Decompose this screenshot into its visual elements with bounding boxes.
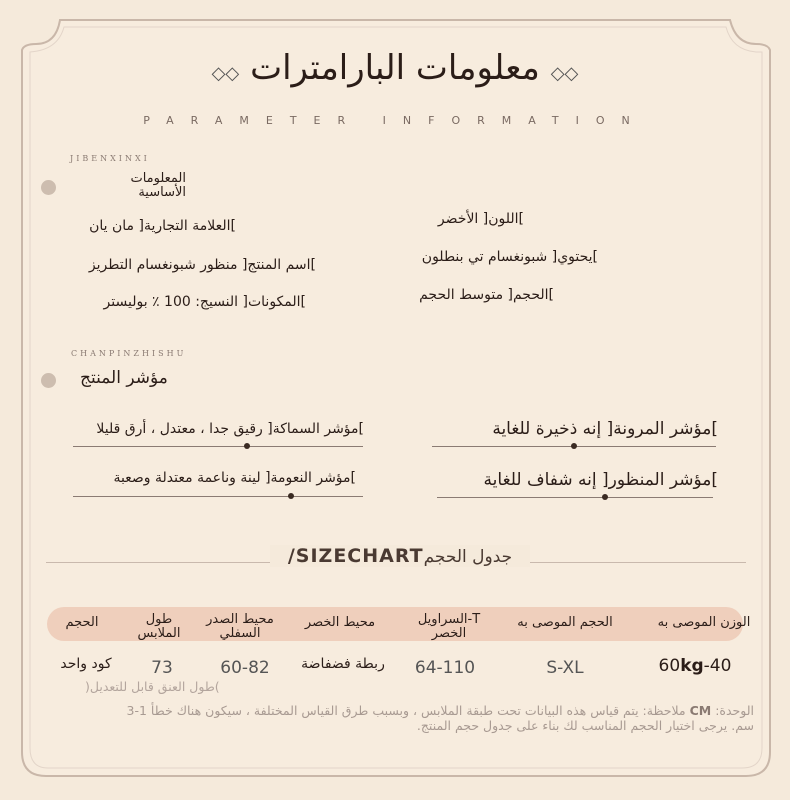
thickness-marker	[244, 443, 250, 449]
note-unit-label: الوحدة:	[715, 703, 754, 718]
cell-waist-trousers: 64-110	[414, 658, 476, 678]
note-line1: ملاحظة: يتم قياس هذه البيانات تحت طبقة الملابس ، وبسبب طرق القياس المختلفة ، سيكون هناك خطأ 1-3	[126, 703, 686, 718]
measurement-note	[36, 703, 754, 733]
product-index-bullet-icon	[41, 373, 56, 388]
elasticity-marker	[571, 443, 577, 449]
col-waist-circ: محيط الخصر	[304, 615, 376, 630]
basic-info-bullet-icon	[41, 180, 56, 195]
softness-marker	[288, 493, 294, 499]
size-chart-heading-ar: جدول الحجم	[423, 547, 513, 567]
cell-weight	[640, 656, 750, 676]
size-chart-heading	[270, 545, 530, 567]
col-lower-chest: محيط الصدر السفلي	[206, 612, 274, 641]
size-field: ]الحجم[ متوسط الحجم	[419, 287, 554, 303]
cell-weight-pre: 60	[658, 656, 681, 676]
note-line2: سم. يرجى اختيار الحجم المناسب لك بناء على جدول حجم المنتج.	[416, 718, 754, 733]
perspective-scale	[437, 497, 713, 498]
thickness-scale	[73, 446, 363, 447]
contains-field: ]يحتوي[ شبونغسام تي بنطلون	[421, 249, 598, 265]
product-index-tag: CHANPINZHISHU	[71, 349, 187, 358]
length-adjustable-note: )طول العنق قابل للتعديل(	[85, 679, 220, 694]
brand-field: ]العلامة التجارية[ مان يان	[89, 218, 236, 234]
basic-info-title: المعلومات الأساسية	[130, 171, 186, 200]
perspective-index-label: ]مؤشر المنظور[ إنه شفاف للغاية	[483, 470, 718, 490]
elasticity-index-label: ]مؤشر المرونة[ إنه ذخيرة للغاية	[492, 419, 718, 439]
note-unit-value: CM	[689, 703, 712, 718]
product-index-title: مؤشر المنتج	[80, 368, 168, 388]
cell-weight-post: -40	[703, 656, 732, 676]
product-name-field: ]اسم المنتج[ منظور شبونغسام التطريز	[88, 257, 316, 273]
softness-index-label: ]مؤشر النعومة[ لينة وناعمة معتدلة وصعبة	[113, 470, 356, 486]
color-field: ]اللون[ الأخضر	[437, 211, 524, 227]
size-chart-heading-en: SIZECHART/	[287, 545, 424, 567]
col-waist-trousers: T-السراويل الخصر	[417, 612, 481, 641]
diamond-ornament-icon: ◇◇	[211, 63, 240, 84]
col-size: الحجم	[65, 615, 99, 630]
page-title	[0, 48, 790, 88]
page-subtitle: PARAMETER INFORMATION	[143, 114, 647, 127]
softness-scale	[73, 496, 363, 497]
cell-rec-size: S-XL	[546, 658, 584, 678]
col-rec-size: الحجم الموصى به	[517, 615, 613, 630]
basic-info-tag: JIBENXINXI	[70, 154, 150, 163]
cell-waist-circ: ربطة فضفاضة	[301, 656, 385, 672]
page-title-text: معلومات البارامترات	[250, 48, 540, 88]
col-length: طول الملابس	[137, 612, 181, 641]
cell-weight-unit: kg	[680, 656, 704, 676]
thickness-index-label: ]مؤشر السماكة[ رقيق جدا ، معتدل ، أرق قليلا	[96, 421, 364, 437]
col-weight: الوزن الموصى به	[657, 615, 751, 630]
cell-lower-chest: 60-82	[220, 658, 270, 678]
cell-length: 73	[151, 658, 173, 678]
fabric-field: ]المكونات[ النسيج: 100 ٪ بوليستر	[103, 294, 306, 310]
cell-size: كود واحد	[60, 656, 112, 672]
diamond-ornament-icon: ◇◇	[550, 63, 579, 84]
